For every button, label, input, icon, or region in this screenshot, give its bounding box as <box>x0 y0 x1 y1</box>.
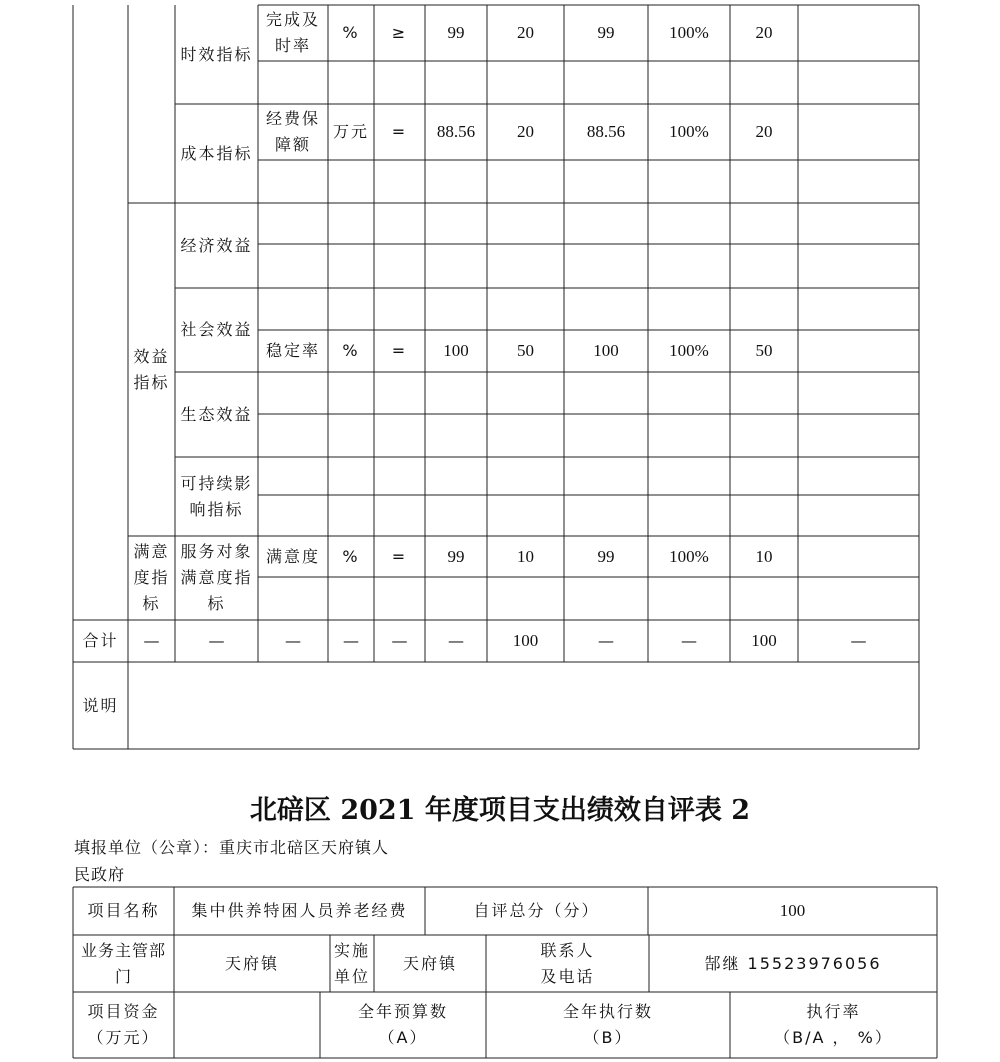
operator-cell: = <box>391 122 408 141</box>
actual-value: 88.56 <box>586 122 626 141</box>
total-label: 合计 <box>82 631 119 650</box>
secondary-indicator: 时效指标 <box>180 44 253 64</box>
total-score-value: 100 <box>779 901 806 920</box>
form-title: 北碚区 2021 年度项目支出绩效自评表 2 <box>249 795 751 826</box>
unit-cell: % <box>342 546 360 566</box>
score-value: 20 <box>755 23 773 42</box>
dept-label: 业务主管部 门 <box>80 940 166 986</box>
tertiary-indicator: 完成及 时率 <box>265 10 320 55</box>
completion-rate: 100% <box>669 546 709 566</box>
weight-value: 20 <box>517 122 534 141</box>
secondary-indicator: 经济效益 <box>180 235 253 255</box>
weight-value: 20 <box>517 23 534 42</box>
contact-label: 联系人 及电话 <box>540 940 595 986</box>
weight-value: 10 <box>517 546 534 566</box>
note-label: 说明 <box>82 695 119 715</box>
exec-label: 全年执行数 （B） <box>562 1002 653 1047</box>
total-weight: 100 <box>512 631 539 650</box>
reporting-unit-line2: 民政府 <box>74 865 126 884</box>
satisfaction-indicator-label: 满意 度指 标 <box>133 542 170 613</box>
operator-cell: ≥ <box>391 23 408 42</box>
unit-cell: 万元 <box>332 122 369 141</box>
fund-label: 项目资金 （万元） <box>87 1002 160 1047</box>
score-value: 50 <box>755 341 773 360</box>
total-dash: — <box>391 631 408 650</box>
operator-cell: = <box>391 341 408 360</box>
impl-value: 天府镇 <box>402 953 457 973</box>
total-dash: — <box>208 631 225 650</box>
secondary-indicator: 生态效益 <box>180 404 253 424</box>
completion-rate: 100% <box>669 341 709 360</box>
rate-label: 执行率 （B/A ， %） <box>774 1002 893 1047</box>
benefit-indicator-label: 效益 指标 <box>133 346 170 392</box>
score-value: 10 <box>755 546 773 566</box>
total-dash: — <box>850 631 867 650</box>
total-score: 100 <box>751 631 777 650</box>
secondary-indicator: 社会效益 <box>180 320 253 339</box>
total-dash: — <box>598 631 614 650</box>
impl-label: 实施 单位 <box>333 940 370 986</box>
total-dash: — <box>681 631 697 650</box>
tertiary-indicator: 满意度 <box>265 546 320 566</box>
weight-value: 50 <box>517 341 534 360</box>
target-value: 99 <box>447 23 465 42</box>
dept-value: 天府镇 <box>224 953 279 973</box>
score-value: 20 <box>755 122 773 141</box>
unit-cell: % <box>342 341 360 360</box>
secondary-indicator: 成本指标 <box>180 143 253 163</box>
total-score-label: 自评总分（分） <box>473 901 600 920</box>
actual-value: 100 <box>593 341 619 360</box>
budget-label: 全年预算数 （A） <box>357 1002 448 1047</box>
target-value: 99 <box>447 546 465 566</box>
unit-cell: % <box>342 23 360 42</box>
target-value: 88.56 <box>436 122 476 141</box>
actual-value: 99 <box>597 546 615 566</box>
project-name-value: 集中供养特困人员养老经费 <box>191 901 408 920</box>
total-dash: — <box>448 631 464 650</box>
contact-value: 郜继 15523976056 <box>704 953 882 973</box>
secondary-indicator: 可持续影 响指标 <box>180 473 253 519</box>
tertiary-indicator: 经费保 障额 <box>265 109 320 154</box>
total-dash: — <box>343 631 359 650</box>
actual-value: 99 <box>597 23 615 42</box>
total-dash: — <box>285 631 301 650</box>
total-dash: — <box>143 631 160 650</box>
completion-rate: 100% <box>669 122 709 141</box>
project-name-label: 项目名称 <box>87 901 160 920</box>
tertiary-indicator: 稳定率 <box>265 341 320 360</box>
completion-rate: 100% <box>669 23 709 42</box>
target-value: 100 <box>443 341 469 360</box>
operator-cell: = <box>391 546 408 566</box>
reporting-unit-line1: 填报单位（公章）：重庆市北碚区天府镇人 <box>74 838 390 857</box>
secondary-indicator: 服务对象 满意度指 标 <box>180 542 253 613</box>
